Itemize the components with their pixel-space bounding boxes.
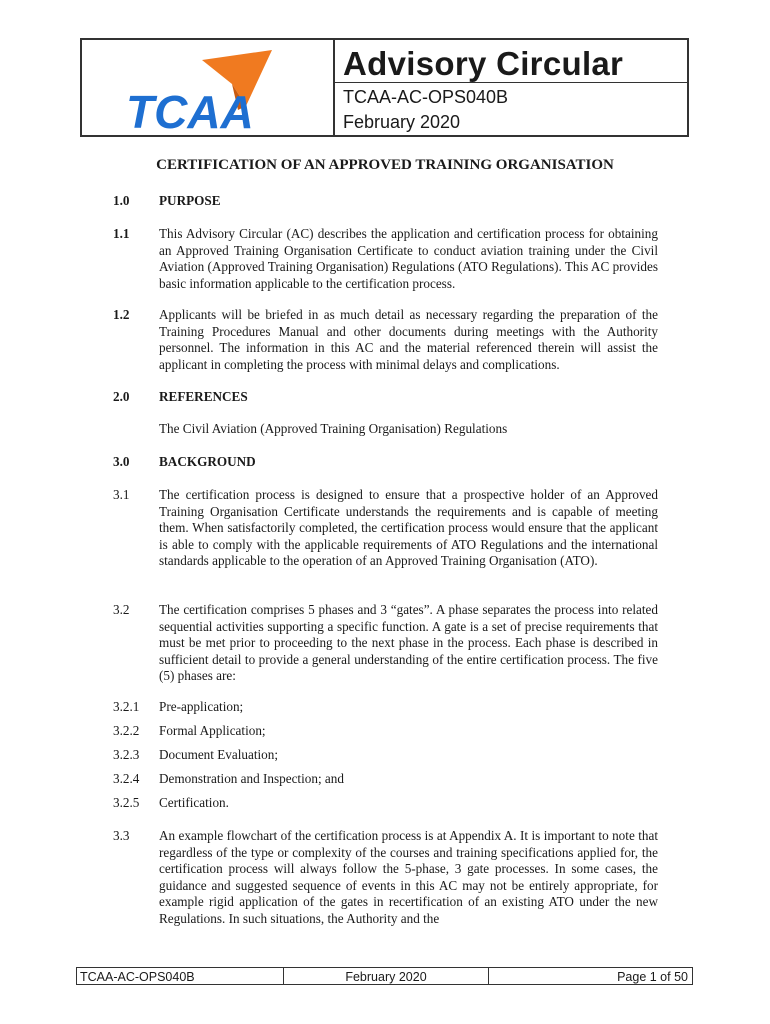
section-3-1: 3.1 The certification process is designed to ensure that a prospective holder of an Approved Training Organisation Certificate understands the requirements and is capable of meeting them. When satisfactorily completed, the certification process would ensure that the applicant is able to comply with the applicable requirements of ATO Regulations and the international standards applicable to the operation of an Approved Training Organisation (ATO). xyxy=(113,487,658,569)
header-doc-id: TCAA-AC-OPS040B xyxy=(343,87,509,107)
section-3-2: 3.2 The certification comprises 5 phases and 3 “gates”. A phase separates the process into related sequential activities supporting a specific function. A gate is a set of precise requirements that must be met prior to proceeding to the next phase in the process. Each phase is described in sufficient detail to provide a general understanding of the entire certification process. The five (5) phases are: xyxy=(113,602,658,684)
footer-doc-id: TCAA-AC-OPS040B xyxy=(77,968,284,984)
title-cell xyxy=(335,40,687,135)
logo-text: TCAA xyxy=(126,86,254,138)
document-title: CERTIFICATION OF AN APPROVED TRAINING ORGANISATION xyxy=(156,157,614,173)
section-3-2-5: 3.2.5 Certification. xyxy=(113,795,229,810)
divider xyxy=(335,82,687,83)
header-title: Advisory Circular xyxy=(343,45,624,82)
reference-item: The Civil Aviation (Approved Training Organisation) Regulations xyxy=(159,421,508,436)
section-3-2-3: 3.2.3 Document Evaluation; xyxy=(113,747,279,762)
footer xyxy=(76,967,693,985)
section-3-2-1: 3.2.1 Pre-application; xyxy=(113,699,244,714)
logo-cell xyxy=(82,40,335,138)
section-3-2-4: 3.2.4 Demonstration and Inspection; and xyxy=(113,771,344,786)
header-date: February 2020 xyxy=(343,112,461,132)
section-3-0: 3.0 BACKGROUND xyxy=(113,454,256,469)
section-1-0: 1.0 PURPOSE xyxy=(113,193,221,208)
tcaa-logo xyxy=(124,48,294,138)
section-2-0: 2.0 REFERENCES xyxy=(113,389,248,404)
header-box xyxy=(80,38,689,137)
footer-date: February 2020 xyxy=(284,968,489,984)
section-3-2-2: 3.2.2 Formal Application; xyxy=(113,723,266,738)
footer-page-number: Page 1 of 50 xyxy=(617,970,688,984)
section-3-3: 3.3 An example flowchart of the certification process is at Appendix A. It is important to note that regardless of the type or complexity of the courses and training specifications applied for, the certification process will always follow the 5-phase, 3 gate processes. In some cases, the guidance and suggested sequence of events in this AC may not be entirely appropriate, for example rigid application of the gates in recertification of an existing ATO under the new Regulations. In such situations, the Authority and the xyxy=(113,828,658,926)
section-1-1: 1.1 This Advisory Circular (AC) describes the application and certification process for obtaining an Approved Training Organisation Certificate to conduct aviation training under the Civil Aviation (Approved Training Organisation) Regulations (ATO Regulations). This AC provides basic information applicable to the certification process. xyxy=(113,226,658,291)
section-1-2: 1.2 Applicants will be briefed in as much detail as necessary regarding the preparation of the Training Procedures Manual and other documents during meetings with the Authority personnel. The information in this AC and the material referenced therein will assist the applicant in completing the process with minimal delays and complications. xyxy=(113,307,658,372)
